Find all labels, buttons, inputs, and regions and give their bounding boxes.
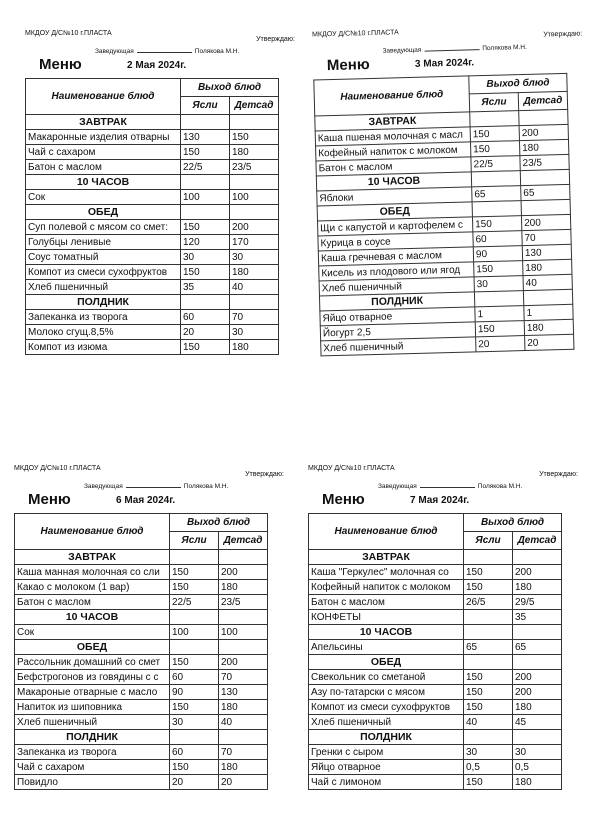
dish-name: Молоко сгущ.8,5% <box>26 325 181 340</box>
empty-cell <box>181 205 230 220</box>
kindergarten-portion: 20 <box>525 334 574 350</box>
nursery-portion: 20 <box>476 336 525 352</box>
empty-cell <box>470 111 519 127</box>
nursery-portion: 60 <box>170 670 219 685</box>
empty-cell <box>513 625 562 640</box>
signature-line <box>84 483 228 490</box>
column-header-kindergarten: Детсад <box>219 532 268 550</box>
column-header-kindergarten: Детсад <box>518 91 567 110</box>
nursery-portion: 150 <box>170 565 219 580</box>
nursery-portion: 60 <box>170 745 219 760</box>
table-row <box>15 760 268 775</box>
dish-name: Йогурт 2,5 <box>320 322 475 341</box>
kindergarten-portion: 29/5 <box>513 595 562 610</box>
section-title: 10 ЧАСОВ <box>309 625 464 640</box>
section-row <box>309 655 562 670</box>
kindergarten-portion: 23/5 <box>230 160 279 175</box>
dish-name: Каша гречневая с маслом <box>318 247 473 266</box>
dish-name: Голубцы ленивые <box>26 235 181 250</box>
dish-name: Рассольник домашний со смет <box>15 655 170 670</box>
kindergarten-portion: 180 <box>513 700 562 715</box>
nursery-portion: 150 <box>470 126 519 142</box>
table-row <box>309 565 562 580</box>
nursery-portion: 150 <box>170 700 219 715</box>
empty-cell <box>230 295 279 310</box>
section-row <box>26 115 279 130</box>
organization-name: МКДОУ Д/С№10 г.ПЛАСТА <box>312 29 399 39</box>
nursery-portion <box>464 610 513 625</box>
dish-name: Щи с капустой и картофелем с <box>318 217 473 236</box>
empty-cell <box>219 610 268 625</box>
kindergarten-portion: 170 <box>230 235 279 250</box>
kindergarten-portion: 70 <box>219 745 268 760</box>
dish-name: Хлеб пшеничный <box>15 715 170 730</box>
empty-cell <box>219 550 268 565</box>
empty-cell <box>170 610 219 625</box>
empty-cell <box>230 205 279 220</box>
menu-table <box>313 73 574 357</box>
section-title: ПОЛДНИК <box>309 730 464 745</box>
table-row <box>26 265 279 280</box>
column-header-output: Выход блюд <box>170 514 268 532</box>
section-row <box>26 295 279 310</box>
table-row <box>309 700 562 715</box>
kindergarten-portion: 40 <box>219 715 268 730</box>
dish-name: Макароные отварные с масло <box>15 685 170 700</box>
kindergarten-portion: 180 <box>519 139 568 155</box>
kindergarten-portion: 100 <box>219 625 268 640</box>
nursery-portion: 0,5 <box>464 760 513 775</box>
nursery-portion: 130 <box>181 130 230 145</box>
nursery-portion: 60 <box>181 310 230 325</box>
section-row <box>15 640 268 655</box>
head-title: Заведующая <box>95 48 134 55</box>
dish-name: Хлеб пшеничный <box>321 337 476 356</box>
nursery-portion: 120 <box>181 235 230 250</box>
section-title: 10 ЧАСОВ <box>26 175 181 190</box>
head-title: Заведующая <box>382 46 422 55</box>
table-row <box>26 250 279 265</box>
kindergarten-portion: 200 <box>513 565 562 580</box>
nursery-portion: 150 <box>474 261 523 277</box>
nursery-portion: 20 <box>170 775 219 790</box>
signature-blank <box>420 487 475 488</box>
kindergarten-portion: 180 <box>219 700 268 715</box>
dish-name: Кофейный напиток с молоком <box>316 142 471 161</box>
dish-name: Какао с молоком (1 вар) <box>15 580 170 595</box>
menu-table <box>14 513 268 790</box>
kindergarten-portion: 180 <box>513 775 562 790</box>
section-title: ЗАВТРАК <box>26 115 181 130</box>
table-row <box>15 700 268 715</box>
empty-cell <box>219 640 268 655</box>
head-name: Полякова М.Н. <box>477 483 523 490</box>
empty-cell <box>230 115 279 130</box>
section-title: ЗАВТРАК <box>309 550 464 565</box>
menu-date: 7 Мая 2024г. <box>410 495 470 506</box>
nursery-portion: 22/5 <box>471 156 520 172</box>
head-title: Заведующая <box>378 483 417 490</box>
kindergarten-portion: 200 <box>219 565 268 580</box>
table-row <box>15 580 268 595</box>
kindergarten-portion: 200 <box>513 670 562 685</box>
kindergarten-portion: 180 <box>230 340 279 355</box>
dish-name: Суп полевой с мясом со смет: <box>26 220 181 235</box>
kindergarten-portion: 23/5 <box>219 595 268 610</box>
dish-name: Сок <box>15 625 170 640</box>
kindergarten-portion: 180 <box>523 259 572 275</box>
dish-name: Хлеб пшеничный <box>309 715 464 730</box>
section-title: ПОЛДНИК <box>15 730 170 745</box>
kindergarten-portion: 100 <box>230 190 279 205</box>
kindergarten-portion: 200 <box>219 655 268 670</box>
column-header-dish: Наименование блюд <box>314 76 470 116</box>
dish-name: Курица в соусе <box>318 232 473 251</box>
menu-title: Меню <box>39 56 82 73</box>
column-header-output: Выход блюд <box>469 73 567 94</box>
head-name: Полякова М.Н. <box>183 483 229 490</box>
menu-table <box>25 78 279 355</box>
section-row <box>309 625 562 640</box>
organization-name: МКДОУ Д/С№10 г.ПЛАСТА <box>25 30 112 37</box>
kindergarten-portion: 40 <box>230 280 279 295</box>
empty-cell <box>521 199 570 215</box>
table-row <box>26 220 279 235</box>
menu-title: Меню <box>28 491 71 508</box>
section-title: ЗАВТРАК <box>315 112 470 131</box>
empty-cell <box>519 109 568 125</box>
nursery-portion: 65 <box>472 186 521 202</box>
dish-name: Хлеб пшеничный <box>26 280 181 295</box>
nursery-portion: 22/5 <box>170 595 219 610</box>
table-row <box>26 280 279 295</box>
column-header-dish: Наименование блюд <box>309 514 464 550</box>
signature-blank <box>126 487 181 488</box>
nursery-portion: 60 <box>473 231 522 247</box>
empty-cell <box>513 550 562 565</box>
table-row <box>309 715 562 730</box>
dish-name: Батон с маслом <box>26 160 181 175</box>
dish-name: Компот из смеси сухофруктов <box>26 265 181 280</box>
nursery-portion: 22/5 <box>181 160 230 175</box>
menu-panel-may-3 <box>312 24 583 354</box>
table-row <box>26 130 279 145</box>
kindergarten-portion: 150 <box>230 130 279 145</box>
kindergarten-portion: 130 <box>219 685 268 700</box>
column-header-kindergarten: Детсад <box>230 97 279 115</box>
table-row <box>15 625 268 640</box>
dish-name: Чай с сахаром <box>15 760 170 775</box>
dish-name: Повидло <box>15 775 170 790</box>
menu-date: 6 Мая 2024г. <box>116 495 176 506</box>
signature-line <box>382 44 526 55</box>
table-row <box>309 595 562 610</box>
nursery-portion: 35 <box>181 280 230 295</box>
table-row <box>309 670 562 685</box>
kindergarten-portion: 180 <box>230 265 279 280</box>
nursery-portion: 30 <box>181 250 230 265</box>
dish-name: Каша пшеная молочная с масл <box>315 127 470 146</box>
nursery-portion: 40 <box>464 715 513 730</box>
organization-name: МКДОУ Д/С№10 г.ПЛАСТА <box>14 465 101 472</box>
table-row <box>26 310 279 325</box>
nursery-portion: 90 <box>170 685 219 700</box>
dish-name: Компот из смеси сухофруктов <box>309 700 464 715</box>
empty-cell <box>170 730 219 745</box>
section-row <box>26 205 279 220</box>
kindergarten-portion: 35 <box>513 610 562 625</box>
nursery-portion: 30 <box>464 745 513 760</box>
empty-cell <box>170 550 219 565</box>
section-title: ПОЛДНИК <box>26 295 181 310</box>
nursery-portion: 150 <box>170 655 219 670</box>
dish-name: КОНФЕТЫ <box>309 610 464 625</box>
empty-cell <box>513 655 562 670</box>
empty-cell <box>230 175 279 190</box>
menu-date: 2 Мая 2024г. <box>127 60 187 71</box>
section-row <box>15 610 268 625</box>
signature-line <box>95 48 239 55</box>
nursery-portion: 150 <box>472 216 521 232</box>
empty-cell <box>170 640 219 655</box>
table-row <box>309 775 562 790</box>
empty-cell <box>474 291 523 307</box>
approval-label: Утверждаю: <box>256 36 295 43</box>
dish-name: Каша "Геркулес" молочная со <box>309 565 464 580</box>
approval-label: Утверждаю: <box>539 471 578 478</box>
nursery-portion: 150 <box>464 685 513 700</box>
table-row <box>309 610 562 625</box>
nursery-portion: 150 <box>181 145 230 160</box>
empty-cell <box>464 625 513 640</box>
dish-name: Свекольник со сметаной <box>309 670 464 685</box>
nursery-portion: 100 <box>181 190 230 205</box>
column-header-nursery: Ясли <box>170 532 219 550</box>
section-title: 10 ЧАСОВ <box>316 172 471 191</box>
nursery-portion: 150 <box>464 700 513 715</box>
nursery-portion: 150 <box>475 321 524 337</box>
table-row <box>15 715 268 730</box>
kindergarten-portion: 130 <box>522 244 571 260</box>
nursery-portion: 1 <box>475 306 524 322</box>
table-row <box>26 235 279 250</box>
table-row <box>309 745 562 760</box>
table-row <box>26 145 279 160</box>
signature-blank <box>424 49 479 51</box>
menu-date: 3 Мая 2024г. <box>414 57 475 70</box>
empty-cell <box>181 175 230 190</box>
section-title: ОБЕД <box>15 640 170 655</box>
empty-cell <box>523 289 572 305</box>
empty-cell <box>219 730 268 745</box>
dish-name: Сок <box>26 190 181 205</box>
menu-title: Меню <box>326 56 370 75</box>
empty-cell <box>181 115 230 130</box>
column-header-nursery: Ясли <box>181 97 230 115</box>
kindergarten-portion: 65 <box>513 640 562 655</box>
dish-name: Хлеб пшеничный <box>319 277 474 296</box>
empty-cell <box>471 171 520 187</box>
kindergarten-portion: 45 <box>513 715 562 730</box>
kindergarten-portion: 200 <box>519 124 568 140</box>
empty-cell <box>472 201 521 217</box>
table-row <box>309 640 562 655</box>
nursery-portion: 150 <box>464 580 513 595</box>
table-row <box>15 685 268 700</box>
dish-name: Гренки с сыром <box>309 745 464 760</box>
section-title: ОБЕД <box>26 205 181 220</box>
table-row <box>309 760 562 775</box>
table-row <box>15 775 268 790</box>
nursery-portion: 150 <box>170 760 219 775</box>
section-title: ПОЛДНИК <box>319 292 474 311</box>
table-row <box>26 340 279 355</box>
menu-table <box>308 513 562 790</box>
dish-name: Яйцо отварное <box>309 760 464 775</box>
kindergarten-portion: 0,5 <box>513 760 562 775</box>
table-row <box>26 160 279 175</box>
empty-cell <box>181 295 230 310</box>
table-row <box>15 745 268 760</box>
table-row <box>309 580 562 595</box>
dish-name: Чай с сахаром <box>26 145 181 160</box>
dish-name: Макаронные изделия отварны <box>26 130 181 145</box>
section-row <box>26 175 279 190</box>
empty-cell <box>464 550 513 565</box>
table-row <box>15 655 268 670</box>
dish-name: Каша манная молочная со сли <box>15 565 170 580</box>
dish-name: Батон с маслом <box>316 157 471 176</box>
nursery-portion: 150 <box>464 670 513 685</box>
kindergarten-portion: 30 <box>230 325 279 340</box>
empty-cell <box>464 655 513 670</box>
signature-line <box>378 483 522 490</box>
column-header-nursery: Ясли <box>464 532 513 550</box>
dish-name: Азу по-татарски с мясом <box>309 685 464 700</box>
menu-title: Меню <box>322 491 365 508</box>
nursery-portion: 150 <box>470 141 519 157</box>
dish-name: Запеканка из творога <box>15 745 170 760</box>
kindergarten-portion: 200 <box>513 685 562 700</box>
section-row <box>15 730 268 745</box>
kindergarten-portion: 180 <box>219 760 268 775</box>
column-header-output: Выход блюд <box>181 79 279 97</box>
approval-label: Утверждаю: <box>543 30 583 39</box>
column-header-nursery: Ясли <box>469 93 518 112</box>
kindergarten-portion: 30 <box>513 745 562 760</box>
kindergarten-portion: 180 <box>524 319 573 335</box>
nursery-portion: 150 <box>181 265 230 280</box>
table-row <box>309 685 562 700</box>
table-row <box>15 595 268 610</box>
nursery-portion: 30 <box>170 715 219 730</box>
dish-name: Компот из изюма <box>26 340 181 355</box>
kindergarten-portion: 70 <box>522 229 571 245</box>
column-header-dish: Наименование блюд <box>15 514 170 550</box>
kindergarten-portion: 180 <box>513 580 562 595</box>
section-row <box>309 550 562 565</box>
section-title: ОБЕД <box>317 202 472 221</box>
kindergarten-portion: 1 <box>524 304 573 320</box>
kindergarten-portion: 20 <box>219 775 268 790</box>
kindergarten-portion: 200 <box>521 214 570 230</box>
kindergarten-portion: 70 <box>230 310 279 325</box>
dish-name: Яйцо отварное <box>320 307 475 326</box>
dish-name: Кисель из плодового или ягод <box>319 262 474 281</box>
nursery-portion: 150 <box>181 220 230 235</box>
organization-name: МКДОУ Д/С№10 г.ПЛАСТА <box>308 465 395 472</box>
kindergarten-portion: 200 <box>230 220 279 235</box>
kindergarten-portion: 30 <box>230 250 279 265</box>
section-row <box>15 550 268 565</box>
kindergarten-portion: 180 <box>219 580 268 595</box>
dish-name: Батон с маслом <box>15 595 170 610</box>
approval-label: Утверждаю: <box>245 471 284 478</box>
column-header-dish: Наименование блюд <box>26 79 181 115</box>
nursery-portion: 90 <box>473 246 522 262</box>
head-name: Полякова М.Н. <box>482 43 527 53</box>
dish-name: Яблоки <box>317 187 472 206</box>
kindergarten-portion: 23/5 <box>520 154 569 170</box>
kindergarten-portion: 180 <box>230 145 279 160</box>
dish-name: Соус томатный <box>26 250 181 265</box>
section-title: 10 ЧАСОВ <box>15 610 170 625</box>
kindergarten-portion: 70 <box>219 670 268 685</box>
head-title: Заведующая <box>84 483 123 490</box>
table-row <box>26 190 279 205</box>
table-row <box>15 565 268 580</box>
column-header-kindergarten: Детсад <box>513 532 562 550</box>
nursery-portion: 150 <box>464 565 513 580</box>
dish-name: Батон с маслом <box>309 595 464 610</box>
dish-name: Напиток из шиповника <box>15 700 170 715</box>
section-title: ОБЕД <box>309 655 464 670</box>
dish-name: Кофейный напиток с молоком <box>309 580 464 595</box>
dish-name: Запеканка из творога <box>26 310 181 325</box>
nursery-portion: 150 <box>464 775 513 790</box>
nursery-portion: 150 <box>170 580 219 595</box>
nursery-portion: 65 <box>464 640 513 655</box>
signature-blank <box>137 52 192 53</box>
nursery-portion: 30 <box>474 276 523 292</box>
section-title: ЗАВТРАК <box>15 550 170 565</box>
section-row <box>309 730 562 745</box>
dish-name: Бефстрогонов из говядины с с <box>15 670 170 685</box>
dish-name: Чай с лимоном <box>309 775 464 790</box>
nursery-portion: 100 <box>170 625 219 640</box>
table-row <box>15 670 268 685</box>
kindergarten-portion: 65 <box>521 184 570 200</box>
nursery-portion: 20 <box>181 325 230 340</box>
nursery-portion: 26/5 <box>464 595 513 610</box>
empty-cell <box>520 169 569 185</box>
empty-cell <box>513 730 562 745</box>
empty-cell <box>464 730 513 745</box>
dish-name: Апельсины <box>309 640 464 655</box>
column-header-output: Выход блюд <box>464 514 562 532</box>
table-row <box>26 325 279 340</box>
nursery-portion: 150 <box>181 340 230 355</box>
head-name: Полякова М.Н. <box>194 48 240 55</box>
kindergarten-portion: 40 <box>523 274 572 290</box>
